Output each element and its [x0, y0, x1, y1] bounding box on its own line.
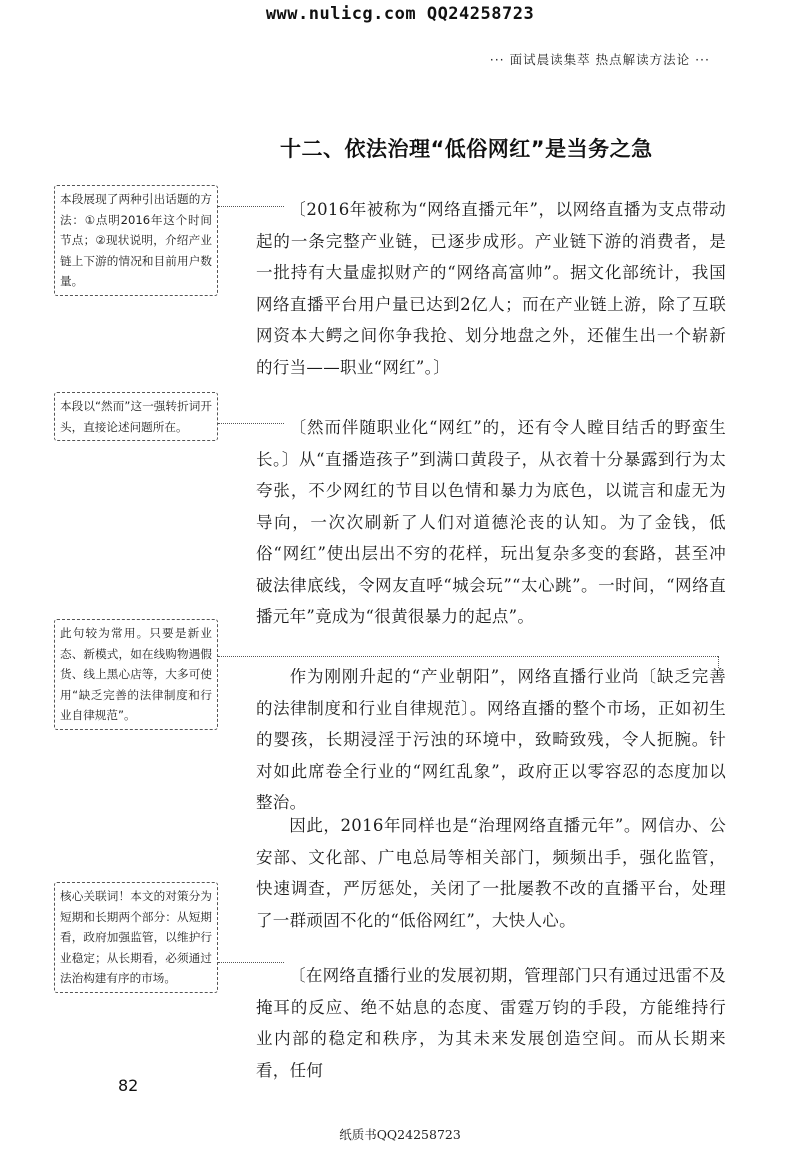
- page-number: 82: [118, 1076, 139, 1095]
- paragraph-1-text: 〔2016年被称为“网络直播元年”，以网络直播为支点带动起的一条完整产业链，已逐步成形。产业链下游的消费者，是一批持有大量虚拟财产的“网络高富帅”。据文化部统计，我国网络直播平台用户量已达到2亿人；而在产业链上游，除了互联网资本大鳄之间你争我抢、划分地盘之外，还催生出一个崭新的行当——职业“网红”。〕: [256, 200, 726, 377]
- margin-note-3: 此句较为常用。只要是新业态、新模式，如在线购物遇假货、线上黑心店等，大多可使用“缺乏完善的法律制度和行业自律规范”。: [54, 619, 218, 730]
- running-header: ··· 面试晨读集萃 热点解读方法论 ···: [489, 52, 710, 67]
- paragraph-1: [256, 194, 726, 383]
- leader-line-3: [218, 656, 718, 657]
- paragraph-5: [256, 960, 726, 1086]
- margin-note-4: 核心关联词！本文的对策分为短期和长期两个部分：从短期看，政府加强监管，以维护行业稳定；从长期看，必须通过法治构建有序的市场。: [54, 882, 218, 993]
- leader-line-4: [218, 962, 284, 963]
- margin-note-2: 本段以“然而”这一强转折词开头，直接论述问题所在。: [54, 392, 218, 441]
- paragraph-2: [256, 412, 726, 633]
- paragraph-3: [256, 661, 726, 819]
- paragraph-2-text: 〔然而伴随职业化“网红”的，还有令人瞠目结舌的野蛮生长。〕从“直播造孩子”到满口黄段子，从衣着十分暴露到行为太夸张，不少网红的节目以色情和暴力为底色，以谎言和虚无为导向，一次次刷新了人们对道德沦丧的认知。为了金钱，低俗“网红”使出层出不穷的花样，玩出复杂多变的套路，甚至冲破法律底线，令网友直呼“城会玩”“太心跳”。一时间，“网络直播元年”竟成为“很黄很暴力的起点”。: [256, 418, 726, 626]
- leader-line-3-drop: [718, 656, 719, 668]
- paragraph-4-text: 因此，2016年同样也是“治理网络直播元年”。网信办、公安部、文化部、广电总局等相关部门，频频出手，强化监管，快速调查，严厉惩处，关闭了一批屡教不改的直播平台，处理了一群顽固不化的“低俗网红”，大快人心。: [256, 816, 726, 930]
- leader-line-2: [218, 423, 284, 424]
- paragraph-3-text: 作为刚刚升起的“产业朝阳”，网络直播行业尚〔缺乏完善的法律制度和行业自律规范〕。网络直播的整个市场，正如初生的婴孩，长期浸淫于污浊的环境中，致畸致残，令人扼腕。针对如此席卷全行业的“网红乱象”，政府正以零容忍的态度加以整治。: [256, 667, 726, 812]
- watermark-top: www.nulicg.com QQ24258723: [265, 4, 535, 24]
- leader-line-1: [218, 206, 284, 207]
- paragraph-4: [256, 810, 726, 936]
- paragraph-5-text: 〔在网络直播行业的发展初期，管理部门只有通过迅雷不及掩耳的反应、绝不姑息的态度、雷霆万钧的手段，方能维持行业内部的稳定和秩序，为其未来发展创造空间。而从长期来看，任何: [256, 966, 726, 1080]
- margin-note-1: 本段展现了两种引出话题的方法：①点明2016年这个时间节点；②现状说明，介绍产业链上下游的情况和目前用户数量。: [54, 185, 218, 296]
- footer-watermark: 纸质书QQ24258723: [339, 1127, 461, 1142]
- page-title: 十二、依法治理“低俗网红”是当务之急: [280, 137, 653, 161]
